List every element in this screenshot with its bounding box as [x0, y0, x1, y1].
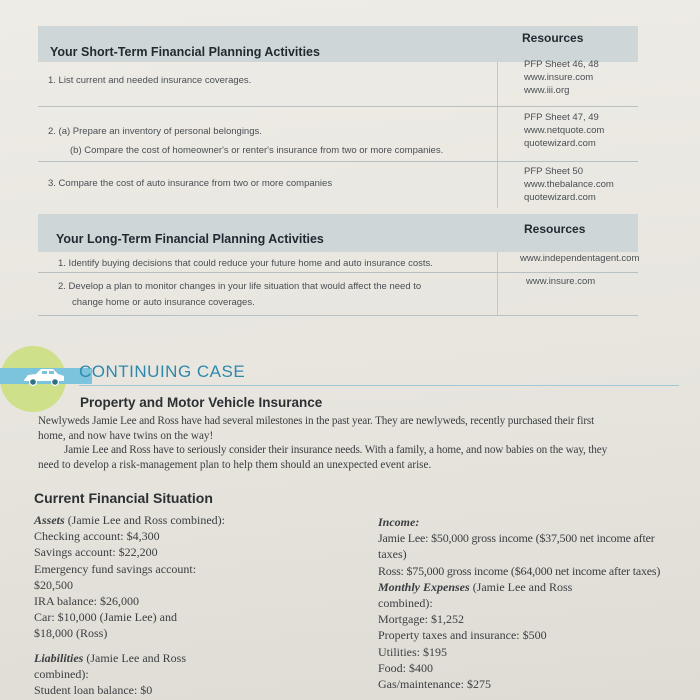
car-icon [20, 366, 68, 388]
expenses-note-cont: combined): [378, 596, 433, 611]
resource-line: PFP Sheet 46, 48 [524, 59, 599, 70]
income-item: Ross: $75,000 gross income ($64,000 net income after taxes) [378, 563, 661, 578]
resource-link[interactable]: quotewizard.com [524, 138, 596, 149]
long-term-table-title: Your Long-Term Financial Planning Activities [56, 232, 324, 246]
resource-link[interactable]: www.thebalance.com [524, 179, 614, 190]
activity-text: change home or auto insurance coverages. [72, 297, 255, 308]
resource-link[interactable]: quotewizard.com [524, 192, 596, 203]
long-term-column-divider [497, 252, 498, 316]
resource-link[interactable]: www.insure.com [526, 276, 596, 287]
paragraph-line: need to develop a risk-management plan to help them should an unexpected event arise. [38, 458, 432, 471]
row-divider [38, 272, 638, 273]
paragraph-line: Newlyweds Jamie Lee and Ross have had several milestones in the past year. They are newlyweds, recently purchased their first [38, 415, 595, 427]
case-divider [79, 385, 679, 386]
activity-text: 2. (a) Prepare an inventory of personal belongings. [48, 126, 262, 137]
liabilities-label: Liabilities [34, 650, 84, 665]
income-expenses-column [378, 514, 660, 692]
liabilities-note: (Jamie Lee and Ross [83, 650, 186, 665]
expense-item: Utilities: $195 [378, 644, 447, 659]
expense-item: Food: $400 [378, 660, 434, 675]
expenses-note: (Jamie Lee and Ross [469, 579, 573, 594]
activity-text: 3. Compare the cost of auto insurance from two or more companies [48, 178, 333, 189]
assets-label: Assets [34, 513, 65, 527]
asset-item: IRA balance: $26,000 [34, 594, 139, 609]
table-bottom-line [38, 315, 638, 316]
asset-item: $20,500 [34, 577, 73, 592]
activity-text: (b) Compare the cost of homeowner's or renter's insurance from two or more companies. [70, 145, 444, 156]
case-title: CONTINUING CASE [79, 362, 246, 381]
expense-item: Mortgage: $1,252 [378, 612, 464, 627]
paragraph-line: home, and now have twins on the way! [38, 429, 214, 442]
short-term-table-title: Your Short-Term Financial Planning Activities [50, 45, 320, 59]
resource-link[interactable]: www.independentagent.com [520, 253, 640, 264]
activity-text: 1. Identify buying decisions that could reduce your future home and auto insurance costs. [58, 258, 433, 269]
case-subtitle: Property and Motor Vehicle Insurance [80, 395, 323, 410]
asset-item: Car: $10,000 (Jamie Lee) and [34, 610, 177, 625]
resource-link[interactable]: www.netquote.com [524, 125, 605, 136]
liability-item: Student loan balance: $0 [34, 683, 153, 698]
resource-link[interactable]: www.iii.org [524, 85, 570, 96]
row-divider [38, 106, 638, 107]
current-financial-situation-heading: Current Financial Situation [34, 490, 213, 506]
assets-liabilities-column [34, 512, 225, 698]
income-label: Income: [378, 515, 420, 529]
activity-text: 2. Develop a plan to monitor changes in your life situation that would affect the need to [58, 281, 422, 292]
resource-line: PFP Sheet 47, 49 [524, 112, 599, 123]
asset-item: Checking account: $4,300 [34, 529, 160, 544]
income-item: taxes) [378, 547, 407, 562]
liabilities-note-cont: combined): [34, 666, 89, 681]
asset-item: $18,000 (Ross) [34, 626, 108, 641]
income-item: Jamie Lee: $50,000 gross income ($37,500 net income after [378, 531, 655, 546]
case-intro-paragraph [38, 414, 684, 472]
row-divider [38, 161, 638, 162]
resource-line: PFP Sheet 50 [524, 166, 583, 177]
activity-text: 1. List current and needed insurance coverages. [48, 75, 252, 86]
short-term-resources-header: Resources [522, 31, 584, 45]
resource-link[interactable]: www.insure.com [524, 72, 594, 83]
asset-item: Emergency fund savings account: [34, 561, 197, 576]
long-term-resources-header: Resources [524, 222, 586, 236]
expense-item: Property taxes and insurance: $500 [378, 628, 547, 643]
expense-item: Gas/maintenance: $275 [378, 677, 491, 692]
short-term-column-divider [497, 62, 498, 208]
expenses-label: Monthly Expenses [378, 579, 470, 594]
asset-item: Savings account: $22,200 [34, 545, 158, 560]
paragraph-line: Jamie Lee and Ross have to seriously consider their insurance needs. With a family, a home, and now babies on the way, they [64, 444, 608, 456]
assets-note: (Jamie Lee and Ross combined): [64, 513, 225, 527]
long-term-table-header [38, 214, 638, 252]
short-term-table-header [38, 26, 638, 62]
